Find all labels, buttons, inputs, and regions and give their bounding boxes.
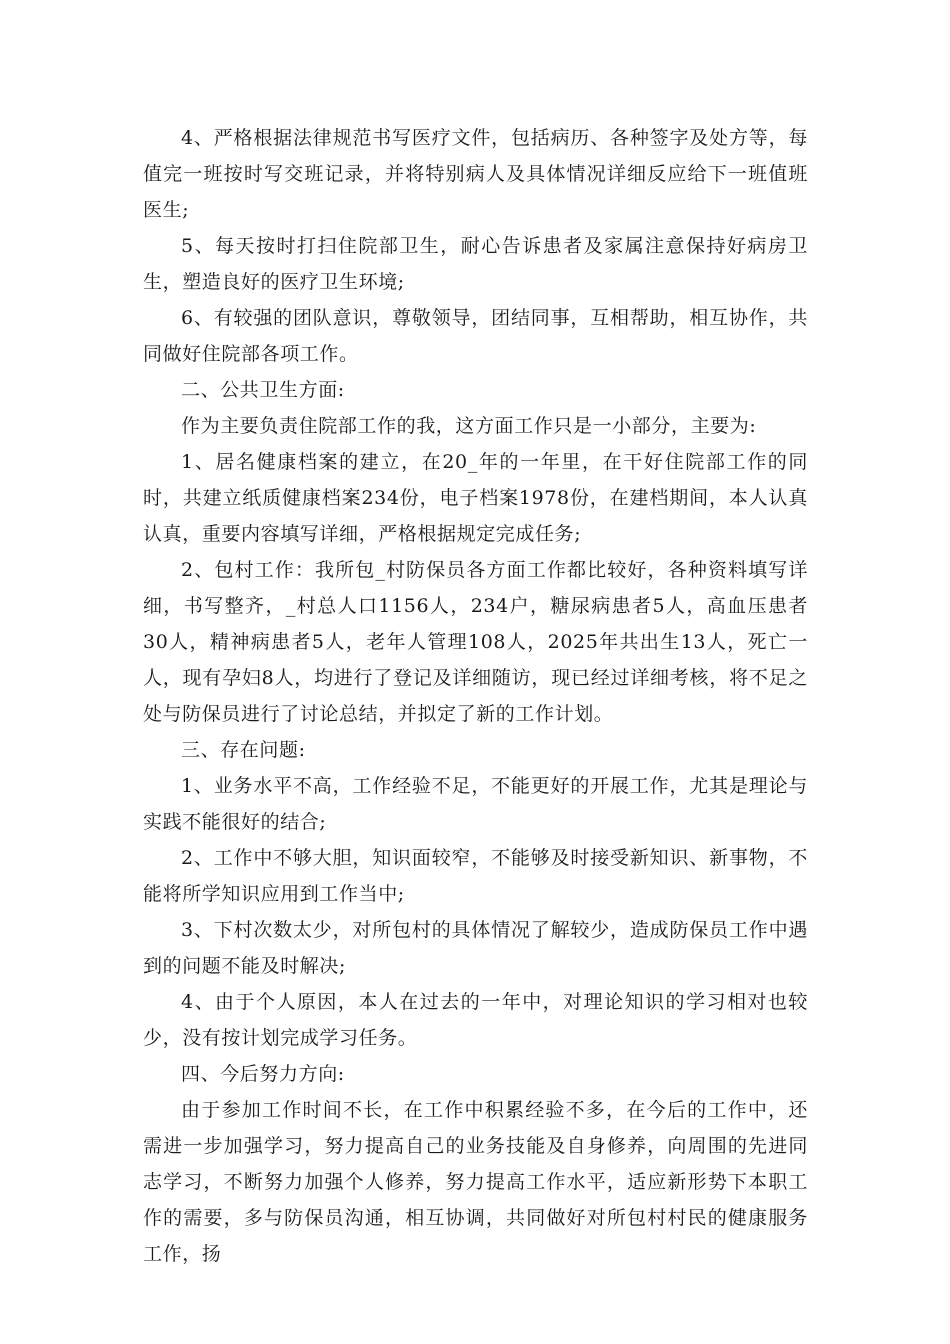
paragraph-problem-2: 2、工作中不够大胆，知识面较窄，不能够及时接受新知识、新事物，不能将所学知识应用到工作当中; <box>143 847 808 905</box>
section-heading-future: 四、今后努力方向: <box>181 1063 345 1085</box>
paragraph-future: 由于参加工作时间不长，在工作中积累经验不多，在今后的工作中，还需进一步加强学习，努力提高自己的业务技能及自身修养，向周围的先进同志学习，不断努力加强个人修养，努力提高工作水平，适应新形势下本职工作的需要，多与防保员沟通，相互协调，共同做好对所包村村民的健康服务工作，扬 <box>143 1099 808 1265</box>
paragraph-health-records: 1、居名健康档案的建立，在20_年的一年里，在干好住院部工作的同时，共建立纸质健康档案234份，电子档案1978份，在建档期间，本人认真认真，重要内容填写详细，严格根据规定完成任务; <box>143 451 808 545</box>
document-body <box>143 120 808 1272</box>
paragraph-village-work: 2、包村工作：我所包_村防保员各方面工作都比较好，各种资料填写详细，书写整齐，_村总人口1156人，234户，糖尿病患者5人，高血压患者30人，精神病患者5人，老年人管理108人，2025年共出生13人，死亡一人，现有孕妇8人，均进行了登记及详细随访，现已经过详细考核，将不足之处与防保员进行了讨论总结，并拟定了新的工作计划。 <box>143 559 808 725</box>
paragraph-item-4: 4、严格根据法律规范书写医疗文件，包括病历、各种签字及处方等，每值完一班按时写交班记录，并将特别病人及具体情况详细反应给下一班值班医生; <box>143 127 808 221</box>
paragraph-problem-4: 4、由于个人原因，本人在过去的一年中，对理论知识的学习相对也较少，没有按计划完成学习任务。 <box>143 991 808 1049</box>
section-heading-public-health: 二、公共卫生方面: <box>181 379 345 401</box>
section-heading-problems: 三、存在问题: <box>181 739 306 761</box>
paragraph-intro: 作为主要负责住院部工作的我，这方面工作只是一小部分，主要为: <box>181 415 757 437</box>
paragraph-problem-1: 1、业务水平不高，工作经验不足，不能更好的开展工作，尤其是理论与实践不能很好的结合; <box>143 775 808 833</box>
paragraph-item-5: 5、每天按时打扫住院部卫生，耐心告诉患者及家属注意保持好病房卫生，塑造良好的医疗卫生环境; <box>143 235 808 293</box>
paragraph-problem-3: 3、下村次数太少，对所包村的具体情况了解较少，造成防保员工作中遇到的问题不能及时解决; <box>143 919 808 977</box>
paragraph-item-6: 6、有较强的团队意识，尊敬领导，团结同事，互相帮助，相互协作，共同做好住院部各项工作。 <box>143 307 808 365</box>
